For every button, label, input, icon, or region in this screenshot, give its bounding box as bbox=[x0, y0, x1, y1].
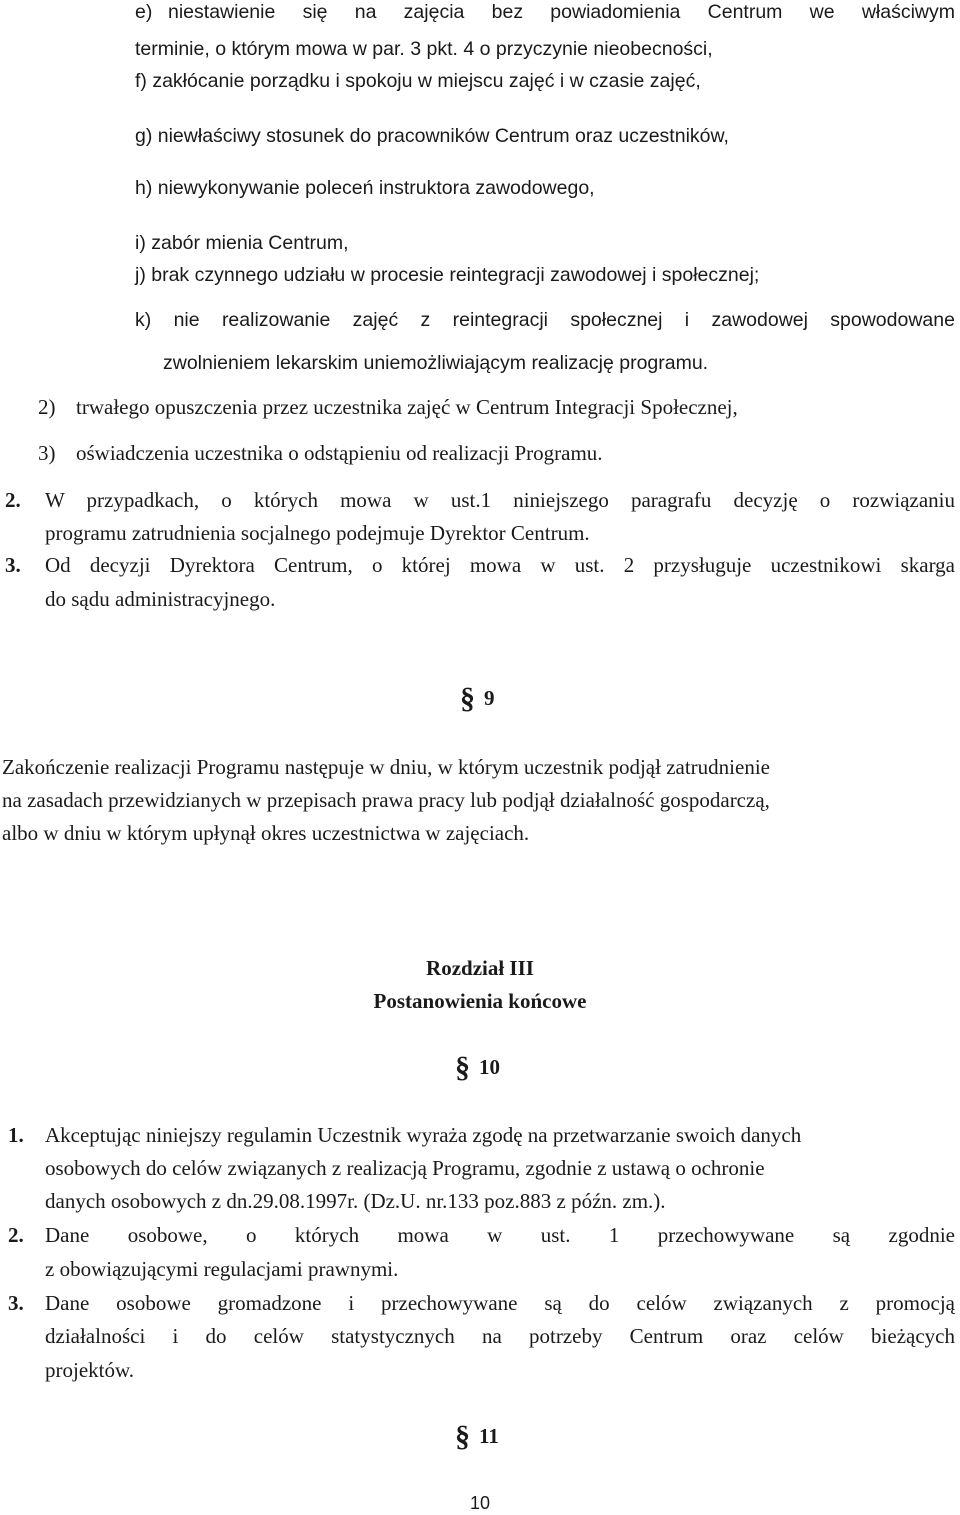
chapter-subtitle: Postanowienia końcowe bbox=[373, 989, 587, 1013]
sub-item-text: zwolnieniem lekarskim uniemożliwiającym realizację programu. bbox=[163, 352, 709, 374]
point-text: Akceptując niniejszy regulamin Uczestnik wyraża zgodę na przetwarzanie swoich danych bbox=[45, 1123, 802, 1147]
point-text: działalności i do celów statystycznych na potrzeby Centrum oraz celów bieżących bbox=[45, 1324, 955, 1348]
point-label: 3. bbox=[8, 1291, 24, 1315]
section-symbol: § bbox=[455, 1051, 470, 1084]
sub-item-f: f) zakłócanie porządku i spokoju w miejscu zajęć i w czasie zajęć, bbox=[135, 70, 701, 92]
section-symbol: § bbox=[460, 682, 475, 715]
point-text: osobowych do celów związanych z realizacją Programu, zgodnie z ustawą o ochronie bbox=[45, 1156, 765, 1180]
item-text: oświadczenia uczestnika o odstąpieniu od realizacji Programu. bbox=[76, 441, 603, 465]
point-label: 2. bbox=[8, 1223, 24, 1247]
section-heading-10 bbox=[455, 1051, 515, 1087]
point-text: Dane osobowe, o których mowa w ust. 1 przechowywane są zgodnie bbox=[45, 1223, 956, 1247]
item-text: trwałego opuszczenia przez uczestnika zajęć w Centrum Integracji Społecznej, bbox=[76, 395, 738, 419]
sub-item-h: h) niewykonywanie poleceń instruktora zawodowego, bbox=[135, 177, 595, 199]
section-number: 11 bbox=[479, 1424, 499, 1448]
point-text: Dane osobowe gromadzone i przechowywane są do celów związanych z promocją bbox=[45, 1291, 955, 1315]
chapter-title: Rozdział III bbox=[426, 956, 534, 980]
paragraph-line: na zasadach przewidzianych w przepisach prawa pracy lub podjął działalność gospodarczą, bbox=[2, 788, 770, 812]
item-label: 2) bbox=[38, 395, 56, 419]
sub-item-i: i) zabór mienia Centrum, bbox=[135, 232, 349, 254]
sub-item-label: e) bbox=[135, 1, 153, 23]
point-text: danych osobowych z dn.29.08.1997r. (Dz.U. nr.133 poz.883 z późn. zm.). bbox=[45, 1189, 666, 1213]
point-text: z obowiązującymi regulacjami prawnymi. bbox=[45, 1257, 399, 1281]
section-symbol: § bbox=[455, 1420, 470, 1453]
sub-item-text: niestawienie się na zajęcia bez powiadomienia Centrum we właściwym bbox=[168, 1, 956, 23]
point-text: Od decyzji Dyrektora Centrum, o której mowa w ust. 2 przysługuje uczestnikowi skarga bbox=[45, 553, 955, 577]
page-number: 10 bbox=[469, 1493, 491, 1513]
sub-item-text: k) nie realizowanie zajęć z reintegracji społecznej i zawodowej spowodowane bbox=[135, 309, 955, 331]
point-text: projektów. bbox=[45, 1358, 135, 1382]
section-number: 9 bbox=[484, 686, 495, 710]
point-text: do sądu administracyjnego. bbox=[45, 587, 276, 611]
point-text: programu zatrudnienia socjalnego podejmuje Dyrektor Centrum. bbox=[45, 521, 590, 545]
paragraph-line: Zakończenie realizacji Programu następuje w dniu, w którym uczestnik podjął zatrudnienie bbox=[2, 755, 770, 779]
paragraph-line: albo w dniu w którym upłynął okres uczestnictwa w zajęciach. bbox=[2, 821, 530, 845]
sub-item-g: g) niewłaściwy stosunek do pracowników Centrum oraz uczestników, bbox=[135, 125, 729, 147]
section-heading-11 bbox=[455, 1420, 515, 1456]
point-label: 2. bbox=[5, 488, 21, 512]
section-number: 10 bbox=[479, 1055, 500, 1079]
item-label: 3) bbox=[38, 441, 56, 465]
sub-item-text: terminie, o którym mowa w par. 3 pkt. 4 o przyczynie nieobecności, bbox=[135, 38, 713, 60]
section-heading-9 bbox=[460, 682, 520, 718]
sub-item-j: j) brak czynnego udziału w procesie reintegracji zawodowej i społecznej; bbox=[135, 264, 760, 286]
point-text: W przypadkach, o których mowa w ust.1 niniejszego paragrafu decyzję o rozwiązaniu bbox=[45, 488, 955, 512]
point-label: 3. bbox=[5, 553, 21, 577]
point-label: 1. bbox=[8, 1123, 24, 1147]
